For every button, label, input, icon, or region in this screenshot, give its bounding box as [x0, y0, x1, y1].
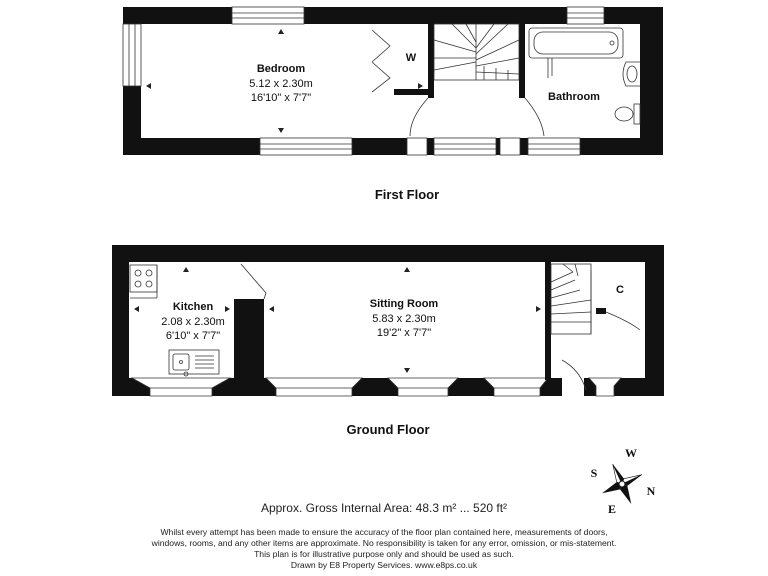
- first-floor-title: First Floor: [374, 187, 440, 202]
- cupboard-door-jamb: [596, 308, 606, 314]
- ground-floor-plan: [112, 245, 664, 396]
- first-floor-plan: [123, 7, 663, 155]
- kitchen-imperial: 6'10" x 7'7": [165, 330, 221, 342]
- kitchen-name: Kitchen: [172, 301, 214, 313]
- disclaimer-line: Whilst every attempt has been made to ensure the accuracy of the floor plan contained here, measurements of doors,: [160, 527, 608, 537]
- wardrobe-label: W: [405, 52, 417, 64]
- wardrobe-base-wall: [394, 89, 430, 95]
- sitting-room-metric: 5.83 x 2.30m: [372, 313, 436, 325]
- kitchen-metric: 2.08 x 2.30m: [161, 316, 225, 328]
- sitting-room-imperial: 19'2" x 7'7": [376, 327, 432, 339]
- landing-wall-right: [519, 24, 525, 98]
- bedroom-imperial: 16'10" x 7'7": [250, 92, 312, 104]
- first-floor-left-window: [123, 24, 141, 86]
- first-floor-interior: [141, 24, 640, 138]
- bedroom-name: Bedroom: [256, 63, 306, 75]
- ground-floor-title: Ground Floor: [346, 422, 430, 437]
- disclaimer-line: windows, rooms, and any other items are approximate. No responsibility is taken for any error, omission, or mis-statement.: [151, 538, 617, 548]
- compass-east: E: [607, 502, 617, 516]
- sitting-room-name: Sitting Room: [369, 298, 439, 310]
- compass-north: N: [646, 484, 656, 498]
- bathroom-name: Bathroom: [548, 91, 600, 103]
- disclaimer: [120, 527, 648, 571]
- hall-wall: [545, 262, 551, 380]
- front-door-opening: [562, 378, 584, 396]
- chimney-breast: [234, 299, 264, 378]
- landing-wall-left: [428, 24, 434, 98]
- bedroom-metric: 5.12 x 2.30m: [249, 78, 313, 90]
- disclaimer-line: This plan is for illustrative purpose only and should be used as such.: [254, 549, 514, 559]
- cupboard-label: C: [616, 284, 624, 296]
- gross-internal-area: Approx. Gross Internal Area: 48.3 m² ... 520 ft²: [260, 501, 508, 515]
- disclaimer-credit: Drawn by E8 Property Services. www.e8ps.co.uk: [290, 560, 478, 570]
- compass-west: W: [625, 446, 637, 460]
- compass-south: S: [590, 466, 598, 480]
- first-floor-bottom-windows: [260, 138, 580, 155]
